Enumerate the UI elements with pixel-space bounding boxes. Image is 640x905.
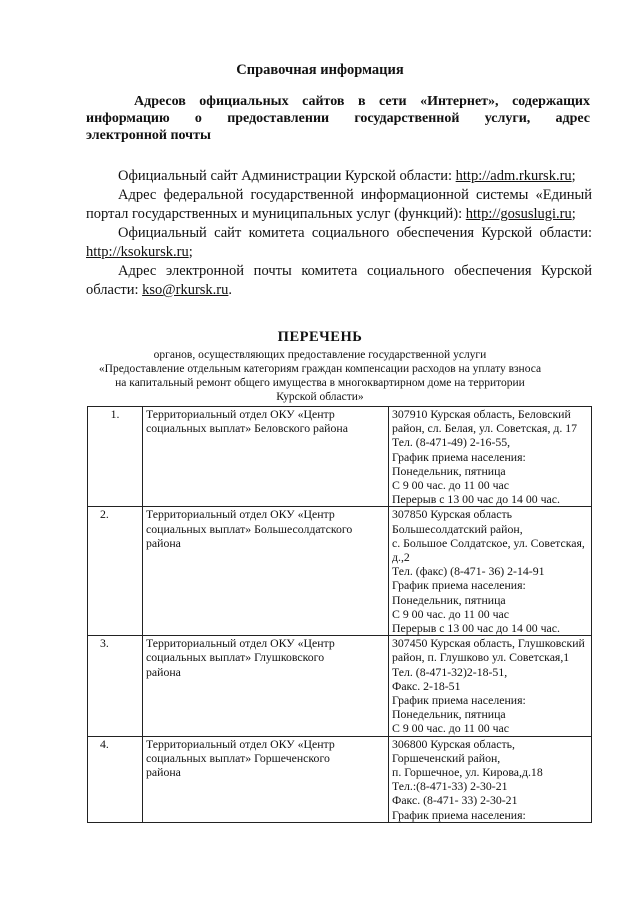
org-address: 307450 Курская область, Глушковский район, п. Глушково ул. Советская,1 Тел. (8-471-32)2-18-51, Факс. 2-18-51 График приема населения: Понедельник, пятница С 9 00 час. до 11 00 час bbox=[389, 636, 592, 736]
list-subtitle-line: Курской области» bbox=[276, 391, 364, 403]
table-row bbox=[88, 636, 592, 736]
row-number: 2. bbox=[88, 507, 143, 636]
org-address: 307910 Курская область, Беловский район, сл. Белая, ул. Советская, д. 17 Тел. (8-471-49) 2-16-55, График приема населения: Понедельник, пятница С 9 00 час. до 11 00 час Перерыв с 13 00 час до 14 00 час. bbox=[389, 407, 592, 507]
org-name: Территориальный отдел ОКУ «Центр социальных выплат» Горшеченского района bbox=[143, 736, 389, 822]
subtitle-line: информацию о предоставлении государственной услуги, адрес bbox=[86, 111, 590, 126]
paragraph-text: Адрес федеральной государственной информационной системы «Единый bbox=[118, 187, 592, 203]
org-name: Территориальный отдел ОКУ «Центр социальных выплат» Большесолдатского района bbox=[143, 507, 389, 636]
table-row bbox=[88, 407, 592, 507]
kso-site-link[interactable]: http://ksokursk.ru bbox=[86, 244, 189, 260]
paragraph-text: Официальный сайт Администрации Курской области: bbox=[118, 168, 456, 184]
org-address: 307850 Курская область Большесолдатский район, с. Большое Солдатское, ул. Советская, д.,2 Тел. (факс) (8-471- 36) 2-14-91 График приема населения: Понедельник, пятница С 9 00 час. до 11 00 час Перерыв с 13 00 час до 14 00 час. bbox=[389, 507, 592, 636]
paragraph-text: Официальный сайт комитета социального обеспечения Курской области: bbox=[118, 225, 592, 241]
list-subtitle-line: «Предоставление отдельным категориям граждан компенсации расходов на уплату взноса bbox=[98, 363, 542, 375]
row-number: 3. bbox=[88, 636, 143, 736]
kso-email-link[interactable]: kso@rkursk.ru bbox=[142, 282, 229, 298]
paragraph-text: Адрес электронной почты комитета социального обеспечения Курской bbox=[118, 263, 592, 279]
gosuslugi-link[interactable]: http://gosuslugi.ru bbox=[465, 206, 572, 222]
paragraph-text: портал государственных и муниципальных услуг (функций): bbox=[86, 206, 466, 222]
paragraph-admin-site: Официальный сайт Администрации Курской области: http://adm.rkursk.ru; bbox=[118, 168, 576, 184]
subtitle bbox=[86, 93, 590, 144]
offices-table bbox=[87, 406, 592, 823]
paragraph-text: области: bbox=[86, 282, 143, 298]
row-number: 4. bbox=[88, 736, 143, 822]
paragraph-gosuslugi: Адрес федеральной государственной информационной системы «Единый портал государственных и муниципальных услуг (функций): http://gosuslugi.ru; bbox=[86, 187, 592, 222]
page-title: Справочная информация bbox=[236, 62, 404, 78]
org-name: Территориальный отдел ОКУ «Центр социальных выплат» Беловского района bbox=[143, 407, 389, 507]
list-subtitle-line: органов, осуществляющих предоставление государственной услуги bbox=[153, 349, 487, 361]
org-address: 306800 Курская область, Горшеченский район, п. Горшечное, ул. Кирова,д.18 Тел.:(8-471-33) 2-30-21 Факс. (8-471- 33) 2-30-21 График приема населения: bbox=[389, 736, 592, 822]
subtitle-line: Адресов официальных сайтов в сети «Интернет», содержащих bbox=[134, 94, 590, 109]
subtitle-line: электронной почты bbox=[86, 128, 211, 143]
org-name: Территориальный отдел ОКУ «Центр социальных выплат» Глушковского района bbox=[143, 636, 389, 736]
admin-site-link[interactable]: http://adm.rkursk.ru bbox=[455, 168, 572, 184]
table-row bbox=[88, 507, 592, 636]
paragraph-kso-site: Официальный сайт комитета социального обеспечения Курской области: http://ksokursk.ru; bbox=[86, 225, 592, 260]
list-subtitle-line: на капитальный ремонт общего имущества в многоквартирном доме на территории bbox=[115, 377, 525, 389]
table-row bbox=[88, 736, 592, 822]
paragraph-kso-email: Адрес электронной почты комитета социального обеспечения Курской области: kso@rkursk.ru. bbox=[86, 263, 592, 298]
list-title: ПЕРЕЧЕНЬ bbox=[277, 329, 363, 345]
row-number: 1. bbox=[88, 407, 143, 507]
